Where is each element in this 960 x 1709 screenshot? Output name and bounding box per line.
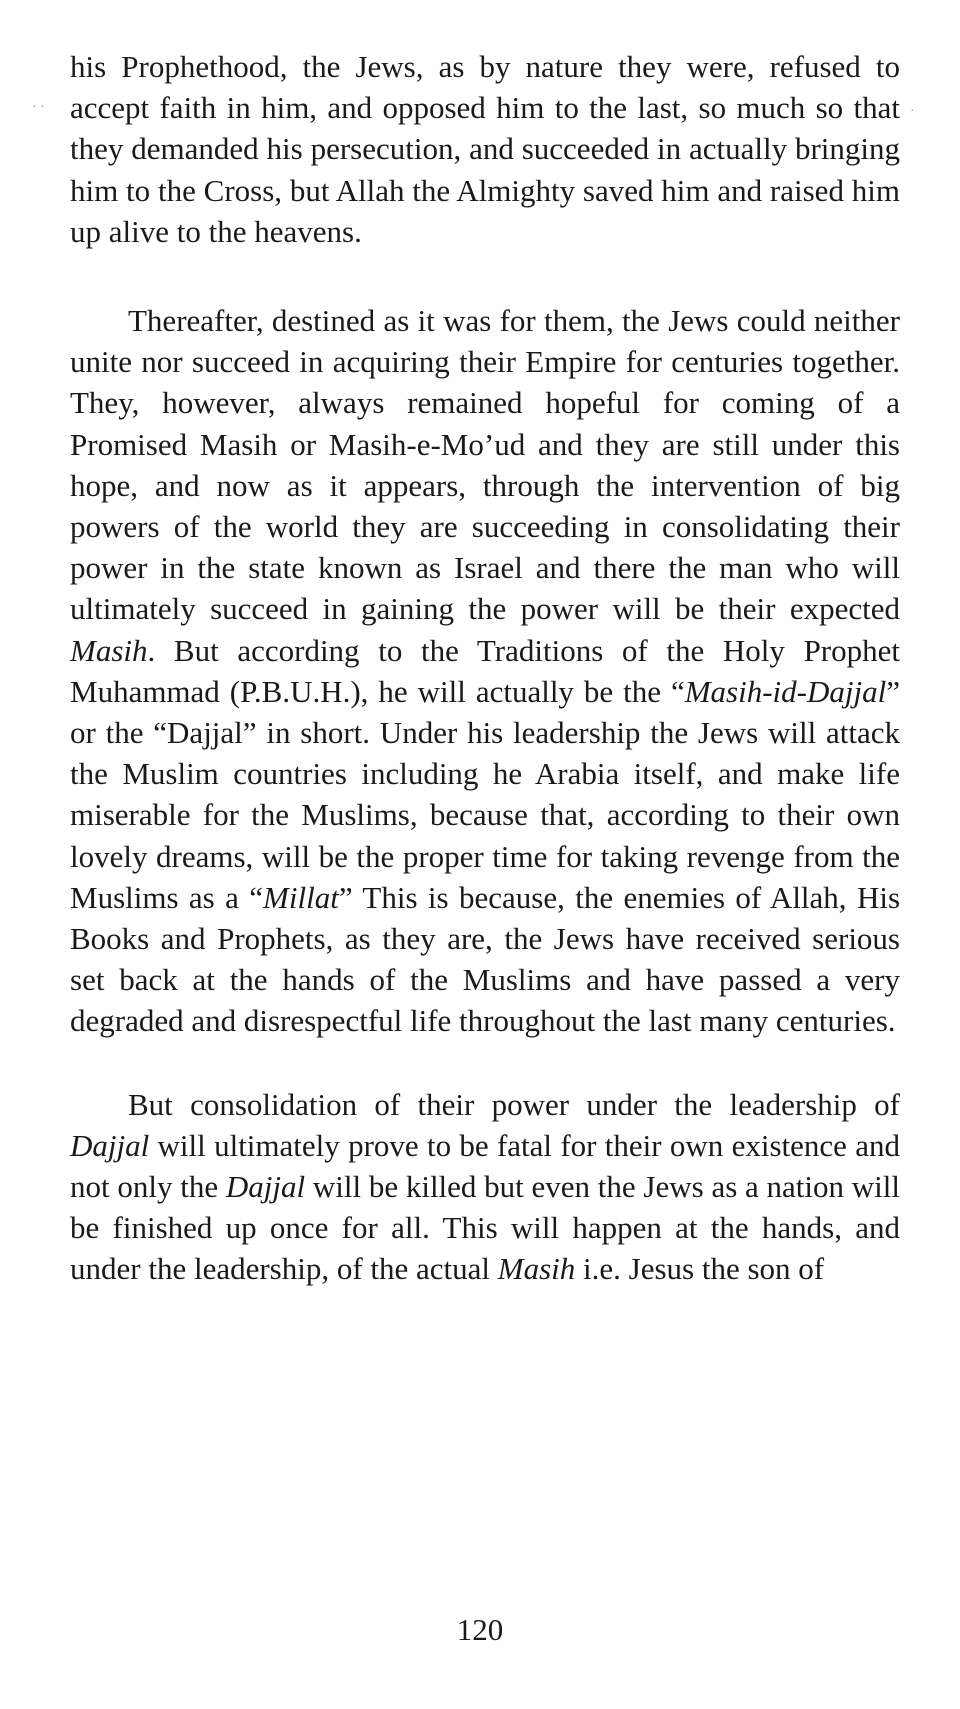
paragraph-3-run-1: But consolidation of their power under the leadership of <box>128 1086 900 1122</box>
paragraph-2-run-7: ” This is because, the enemies of Allah, His Books and Prophets, as they are, the Jews have received serious set back at the hands of the Muslims and have passed a very degraded and disrespectful life throughout the last many centuries. <box>70 879 901 1039</box>
italic-masih-id-dajjal: Masih-id-Dajjal <box>684 673 887 709</box>
scan-speck: · <box>910 104 915 119</box>
italic-millat: Millat <box>263 879 339 915</box>
scan-speck: · · <box>32 100 45 115</box>
paragraph-3-run-3: will ultimately prove to be fatal for their own existence and not only the <box>70 1127 900 1205</box>
paragraph-2-run-5: ” or the “Dajjal” in short. Under his leadership the Jews will attack the Muslim countries including he Arabia itself, and make life miserable for the Muslims, because that, according to their own lovely dreams, will be the proper time for taking revenge from the Muslims as a “ <box>70 673 900 915</box>
page-body <box>70 46 900 1290</box>
paragraph-2-run-3: . But according to the Traditions of the Holy Prophet Muhammad (P.B.U.H.), he will actually be the “ <box>70 632 900 709</box>
paragraph-3-run-7: i.e. Jesus the son of <box>575 1251 825 1287</box>
paragraph-gap <box>70 1042 900 1084</box>
italic-masih: Masih <box>497 1251 576 1287</box>
italic-masih: Masih <box>70 632 148 668</box>
paragraph-1 <box>70 46 900 252</box>
italic-dajjal: Dajjal <box>225 1169 306 1205</box>
paragraph-3-run-5: will be killed but even the Jews as a nation will be finished up once for all. This will happen at the hands, and under the leadership, of the actual <box>70 1169 900 1287</box>
paragraph-2-run-1: Thereafter, destined as it was for them, the Jews could neither unite nor succeed in acquiring their Empire for centuries together. They, however, always remained hopeful for coming of a Promised Masih or Masih-e-Mo’ud and they are still under this hope, and now as it appears, through the intervention of big powers of the world they are succeeding in consolidating their power in the state known as Israel and there the man who will ultimately succeed in gaining the power will be their expected <box>70 303 900 627</box>
paragraph-3 <box>70 1084 900 1290</box>
paragraph-1-text: his Prophethood, the Jews, as by nature they were, refused to accept faith in him, and opposed him to the last, so much so that they demanded his persecution, and succeeded in actually bringing him to the Cross, but Allah the Almighty saved him and raised him up alive to the heavens. <box>70 49 900 249</box>
page-number: 120 <box>456 1612 504 1647</box>
paragraph-gap <box>70 252 900 300</box>
italic-dajjal: Dajjal <box>70 1127 150 1163</box>
paragraph-2 <box>70 300 900 1042</box>
